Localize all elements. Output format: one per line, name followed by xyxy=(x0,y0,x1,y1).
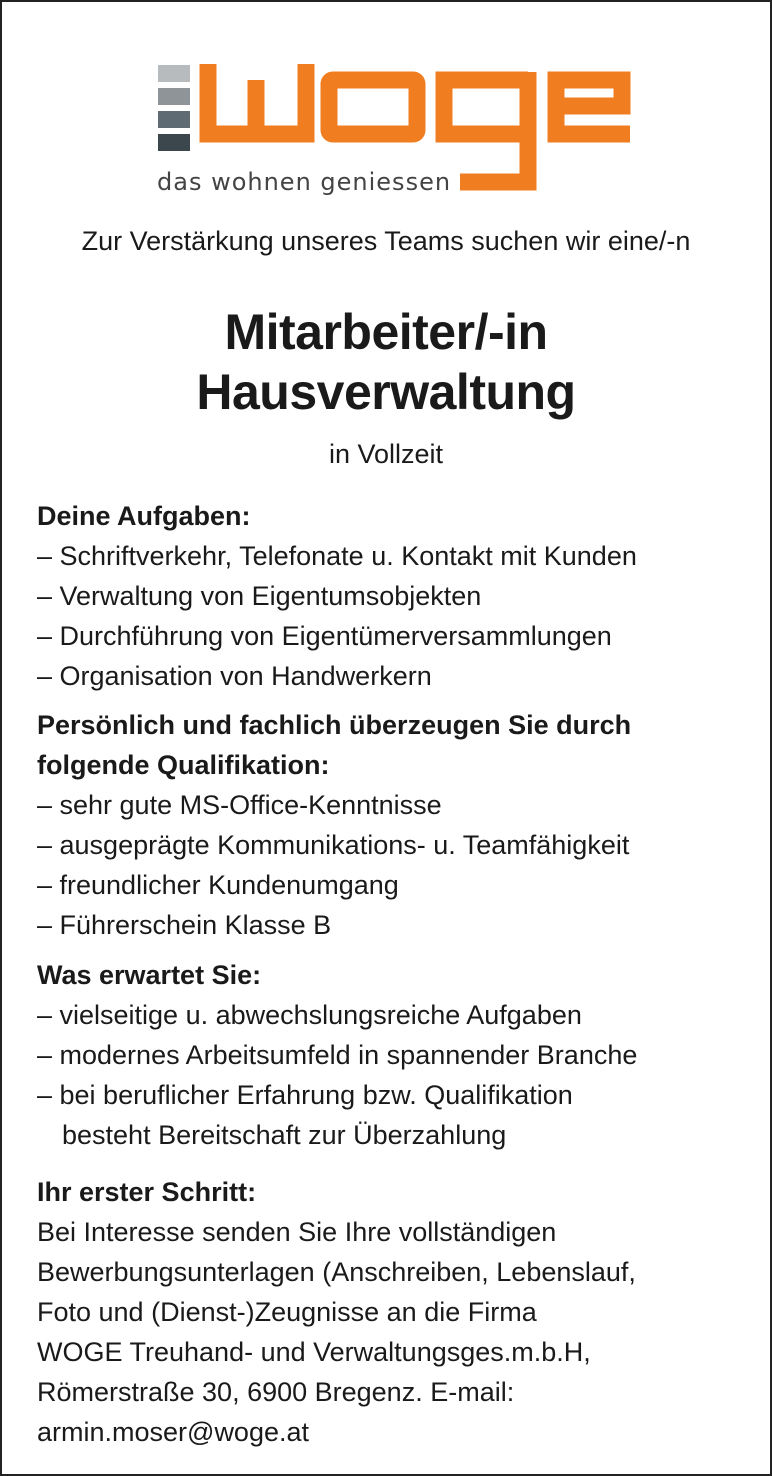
application-line: Foto und (Dienst-)Zeugnisse an die Firma xyxy=(37,1297,537,1327)
woge-logo xyxy=(152,60,632,200)
list-item: – Schriftverkehr, Telefonate u. Kontakt mit Kunden xyxy=(37,541,637,571)
qualifications-section xyxy=(37,705,747,945)
list-item: – Organisation von Handwerkern xyxy=(37,661,432,691)
logo-tagline: das wohnen geniessen xyxy=(157,168,452,196)
qualifications-heading-line-1: Persönlich und fachlich überzeugen Sie durch xyxy=(37,710,632,740)
qualifications-list xyxy=(37,785,747,945)
logo-bar-3 xyxy=(158,111,190,128)
qualifications-heading xyxy=(37,705,747,785)
benefits-heading: Was erwartet Sie: xyxy=(37,960,262,990)
list-item: – bei beruflicher Erfahrung bzw. Qualifikation xyxy=(37,1080,573,1110)
tasks-list xyxy=(37,536,747,696)
benefits-section xyxy=(37,955,747,1155)
application-line: Bei Interesse senden Sie Ihre vollständigen xyxy=(37,1217,557,1247)
list-item: – ausgeprägte Kommunikations- u. Teamfähigkeit xyxy=(37,830,630,860)
list-item: – vielseitige u. abwechslungsreiche Aufgaben xyxy=(37,1000,582,1030)
list-item: – Durchführung von Eigentümerversammlungen xyxy=(37,621,612,651)
logo-bar-1 xyxy=(158,65,190,82)
intro-text: Zur Verstärkung unseres Teams suchen wir eine/-n xyxy=(81,226,691,256)
list-item-continuation: besteht Bereitschaft zur Überzahlung xyxy=(62,1120,507,1150)
job-title xyxy=(2,302,770,422)
list-item: – Verwaltung von Eigentumsobjekten xyxy=(37,581,482,611)
company-name: WOGE Treuhand- und Verwaltungsges.m.b.H, xyxy=(37,1337,591,1367)
application-heading: Ihr erster Schritt: xyxy=(37,1177,257,1207)
tasks-heading: Deine Aufgaben: xyxy=(37,501,251,531)
qualifications-heading-line-2: folgende Qualifikation: xyxy=(37,750,330,780)
benefits-list xyxy=(37,995,747,1155)
list-item: – freundlicher Kundenumgang xyxy=(37,870,399,900)
list-item: – Führerschein Klasse B xyxy=(37,910,332,940)
list-item: – modernes Arbeitsumfeld in spannender Branche xyxy=(37,1040,638,1070)
job-title-line-2: Hausverwaltung xyxy=(196,364,576,420)
employment-type: in Vollzeit xyxy=(328,439,444,469)
company-address: Römerstraße 30, 6900 Bregenz. E-mail: xyxy=(37,1377,515,1407)
logo-bars xyxy=(158,65,190,157)
application-section xyxy=(37,1172,747,1452)
logo-bar-2 xyxy=(158,88,190,105)
application-text xyxy=(37,1212,747,1452)
tasks-section xyxy=(37,496,747,696)
application-line: Bewerbungsunterlagen (Anschreiben, Lebenslauf, xyxy=(37,1257,636,1287)
list-item: – sehr gute MS-Office-Kenntnisse xyxy=(37,790,442,820)
email-address: armin.moser@woge.at xyxy=(37,1417,310,1447)
logo-bar-4 xyxy=(158,134,190,151)
job-title-line-1: Mitarbeiter/-in xyxy=(224,304,548,360)
